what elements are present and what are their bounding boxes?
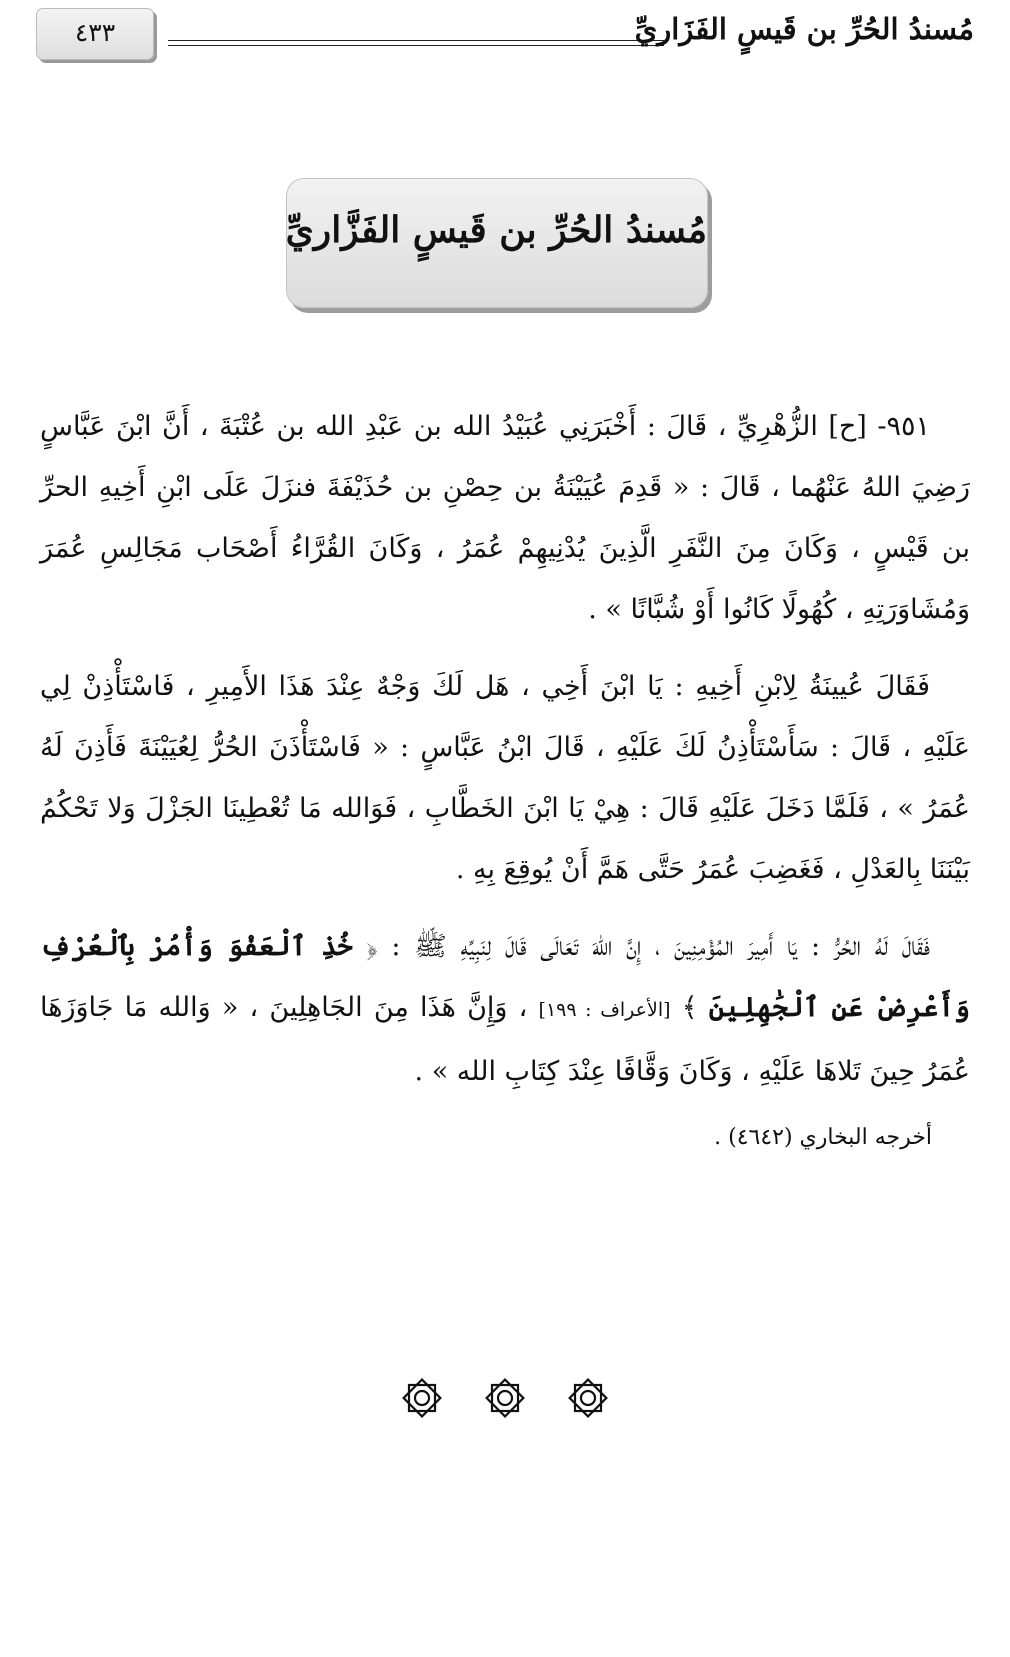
paragraph-3-intro: فَقَالَ لَهُ الحُرُّ : يَا أَمِيرَ المُؤْمِنِينَ ، إِنَّ اللهَ تَعَالَى قَالَ لِنَبِيِّهِ ﷺ : ﴿ <box>366 931 930 962</box>
quran-close-bracket: ﴾ <box>681 992 698 1023</box>
hadith-paragraph-1: ٩٥١- [ح] الزُّهْرِيِّ ، قَالَ : أَخْبَرَنِي عُبَيْدُ الله بن عَبْدِ الله بن عُتْبَةَ ، أَنَّ ابْنَ عَبَّاسٍ رَضِيَ اللهُ عَنْهُما ، قَالَ : « قَدِمَ عُيَيْنَةُ بن حِصْنِ بن حُذَيْفَةَ فنزَلَ عَلَى ابْنِ أَخِيهِ الحرِّ بن قَيْسٍ ، وَكَانَ مِنَ النَّفَرِ الَّذِينَ يُدْنِيهِمْ عُمَرُ ، وَكَانَ القُرَّاءُ أَصْحَاب مَجَالِسِ عُمَرَ وَمُشَاوَرَتِهِ ، كُهُولًا كَانُوا أَوْ شُبَّانًا » . <box>40 411 970 625</box>
chapter-title-box <box>286 178 708 308</box>
paragraph-3-conclusion: ، وَإِنَّ هَذَا مِنَ الجَاهِلِينَ ، « وَالله مَا جَاوَزَهَا عُمَرُ حِينَ تَلاهَا عَلَيْهِ ، وَكَانَ وَقَّافًا عِنْدَ كِتَابِ الله » . <box>40 992 970 1087</box>
hadith-paragraph-3 <box>40 916 970 1102</box>
source-footnote: أخرجه البخاري (٤٦٤٢) . <box>714 1125 932 1150</box>
page-number-tab: ٤٣٣ <box>36 8 154 60</box>
hadith-paragraph-2: فَقَالَ عُيينَةُ لِابْنِ أَخِيهِ : يَا ابْنَ أَخِي ، هَل لَكَ وَجْهٌ عِنْدَ هَذَا الأَمِيرِ ، فَاسْتَأْذِنْ لِي عَلَيْهِ ، قَالَ : سَأَسْتَأْذِنُ لَكَ عَلَيْهِ ، قَالَ ابْنُ عَبَّاسٍ : « فَاسْتَأْذَنَ الحُرُّ لِعُيَيْنَةَ فَأَذِنَ لَهُ عُمَرُ » ، فَلَمَّا دَخَلَ عَلَيْهِ قَالَ : هِيْ يَا ابْنَ الخَطَّابِ ، فَوَالله مَا تُعْطِينَا الجَزْلَ وَلا تَحْكُمُ بَيْنَنَا بِالعَدْلِ ، فَغَضِبَ عُمَرُ حَتَّى هَمَّ أَنْ يُوقِعَ بِهِ . <box>40 671 970 885</box>
header-double-rule <box>168 40 664 46</box>
page-header <box>36 8 974 62</box>
octagram-ornament-icon <box>483 1376 527 1420</box>
verse-reference: [الأعراف : ١٩٩] <box>538 999 671 1021</box>
quran-verse: خُذِ ٱلْعَفْوَ وَأْمُرْ بِٱلْعُرْفِ وَأَعْرِضْ عَنِ ٱلْجَٰهِلِينَ <box>40 931 970 1023</box>
running-title: مُسندُ الحُرِّ بن قَيسٍ الفَزَاريِّ <box>634 12 974 46</box>
section-end-ornaments <box>0 1376 1010 1424</box>
octagram-ornament-icon <box>400 1376 444 1420</box>
chapter-title: مُسندُ الحُرِّ بن قَيسٍ الفَزَّاريِّ <box>285 209 707 251</box>
octagram-ornament-icon <box>566 1376 610 1420</box>
body-text <box>40 396 970 1158</box>
